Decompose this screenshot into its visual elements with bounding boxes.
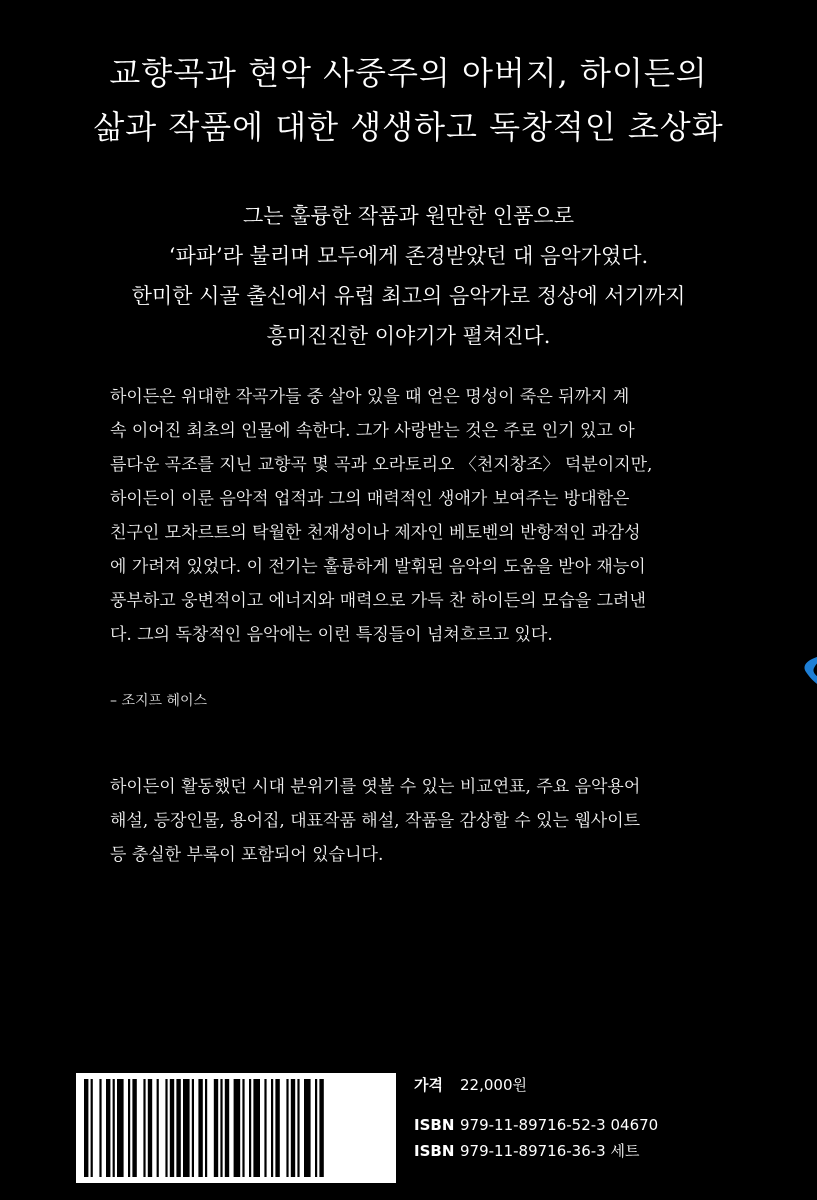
review-line: 풍부하고 웅변적이고 에너지와 매력으로 가득 찬 하이든의 모습을 그려낸 [110, 591, 646, 611]
barcode-bar [297, 1079, 299, 1177]
barcode-bar [214, 1079, 218, 1177]
quote-line: 흥미진진한 이야기가 펼쳐진다. [266, 324, 551, 348]
price-value: 22,000원 [460, 1076, 527, 1094]
barcode-bar [84, 1079, 88, 1177]
barcode-bar [242, 1079, 244, 1177]
barcode-bar [205, 1079, 207, 1177]
isbn-label: ISBN [414, 1116, 455, 1134]
headline [0, 46, 817, 154]
barcode-bar [176, 1079, 180, 1177]
barcode-bar [113, 1079, 115, 1177]
barcode-graphic [76, 1073, 396, 1183]
barcode-bar [291, 1079, 295, 1177]
barcode-bar [271, 1079, 273, 1177]
barcode-bar [148, 1079, 152, 1177]
barcode-bar [304, 1079, 311, 1177]
barcode-bar [192, 1079, 194, 1177]
barcode-bar [198, 1079, 202, 1177]
barcode-bar [91, 1079, 93, 1177]
barcode-bar [315, 1079, 317, 1177]
headline-line-1: 교향곡과 현악 사중주의 아버지, 하이든의 [109, 54, 708, 92]
barcode-bar [286, 1079, 288, 1177]
bookmark-ribbon-icon [800, 656, 817, 688]
barcode-bar [165, 1079, 167, 1177]
review-line: 하이든은 위대한 작곡가들 중 살아 있을 때 얻은 명성이 죽은 뒤까지 계 [110, 387, 630, 407]
barcode-bar [249, 1079, 251, 1177]
price-label: 가격 [414, 1076, 443, 1094]
quote-line: 그는 훌륭한 작품과 원만한 인품으로 [243, 204, 574, 228]
quote-line: 한미한 시골 출신에서 유럽 최고의 음악가로 정상에 서기까지 [131, 284, 686, 308]
appendix-line: 등 충실한 부록이 포함되어 있습니다. [110, 845, 384, 865]
price-row [414, 1072, 658, 1098]
barcode-bar [319, 1079, 323, 1177]
barcode-bar [132, 1079, 136, 1177]
review-line: 하이든이 이룬 음악적 업적과 그의 매력적인 생애가 보여주는 방대함은 [110, 489, 630, 509]
barcode-bar [275, 1079, 279, 1177]
isbn-label: ISBN [414, 1142, 455, 1160]
appendix-paragraph [110, 770, 710, 872]
barcode-bar [106, 1079, 110, 1177]
headline-line-2: 삶과 작품에 대한 생생하고 독창적인 초상화 [93, 108, 724, 146]
barcode-bar [157, 1079, 159, 1177]
appendix-line: 하이든이 활동했던 시대 분위기를 엿볼 수 있는 비교연표, 주요 음악용어 [110, 777, 641, 797]
review-line: 름다운 곡조를 지닌 교향곡 몇 곡과 오라토리오 〈천지창조〉 덕분이지만, [110, 455, 653, 475]
barcode-icon [76, 1073, 396, 1183]
review-line: 친구인 모차르트의 탁월한 천재성이나 제자인 베토벤의 반항적인 과감성 [110, 523, 641, 543]
pull-quote [0, 196, 817, 356]
review-line: 다. 그의 독창적인 음악에는 이런 특징들이 넘쳐흐르고 있다. [110, 625, 553, 645]
barcode-bar [170, 1079, 174, 1177]
barcode-bar [220, 1079, 222, 1177]
isbn-row [414, 1138, 658, 1164]
appendix-line: 해설, 등장인물, 용어집, 대표작품 해설, 작품을 감상할 수 있는 웹사이트 [110, 811, 641, 831]
review-line: 속 이어진 최초의 인물에 속한다. 그가 사랑받는 것은 주로 인기 있고 아 [110, 421, 635, 441]
barcode-bar [117, 1079, 124, 1177]
isbn-value: 979-11-89716-52-3 04670 [460, 1116, 659, 1134]
barcode-bar [225, 1079, 229, 1177]
quote-line: ‘파파’라 불리며 모두에게 존경받았던 대 음악가였다. [168, 244, 649, 268]
price-isbn-block [414, 1072, 658, 1164]
barcode-bar [253, 1079, 260, 1177]
barcode-bar [99, 1079, 101, 1177]
isbn-value: 979-11-89716-36-3 세트 [460, 1142, 640, 1160]
barcode-bar [183, 1079, 190, 1177]
barcode-bar [264, 1079, 266, 1177]
review-paragraph [110, 380, 710, 652]
review-line: 에 가려져 있었다. 이 전기는 훌륭하게 발휘된 음악의 도움을 받아 재능이 [110, 557, 646, 577]
barcode-bar [143, 1079, 145, 1177]
review-attribution: – 조지프 헤이스 [110, 693, 208, 709]
barcode-bar [234, 1079, 241, 1177]
barcode-bar [128, 1079, 130, 1177]
isbn-row [414, 1112, 658, 1138]
